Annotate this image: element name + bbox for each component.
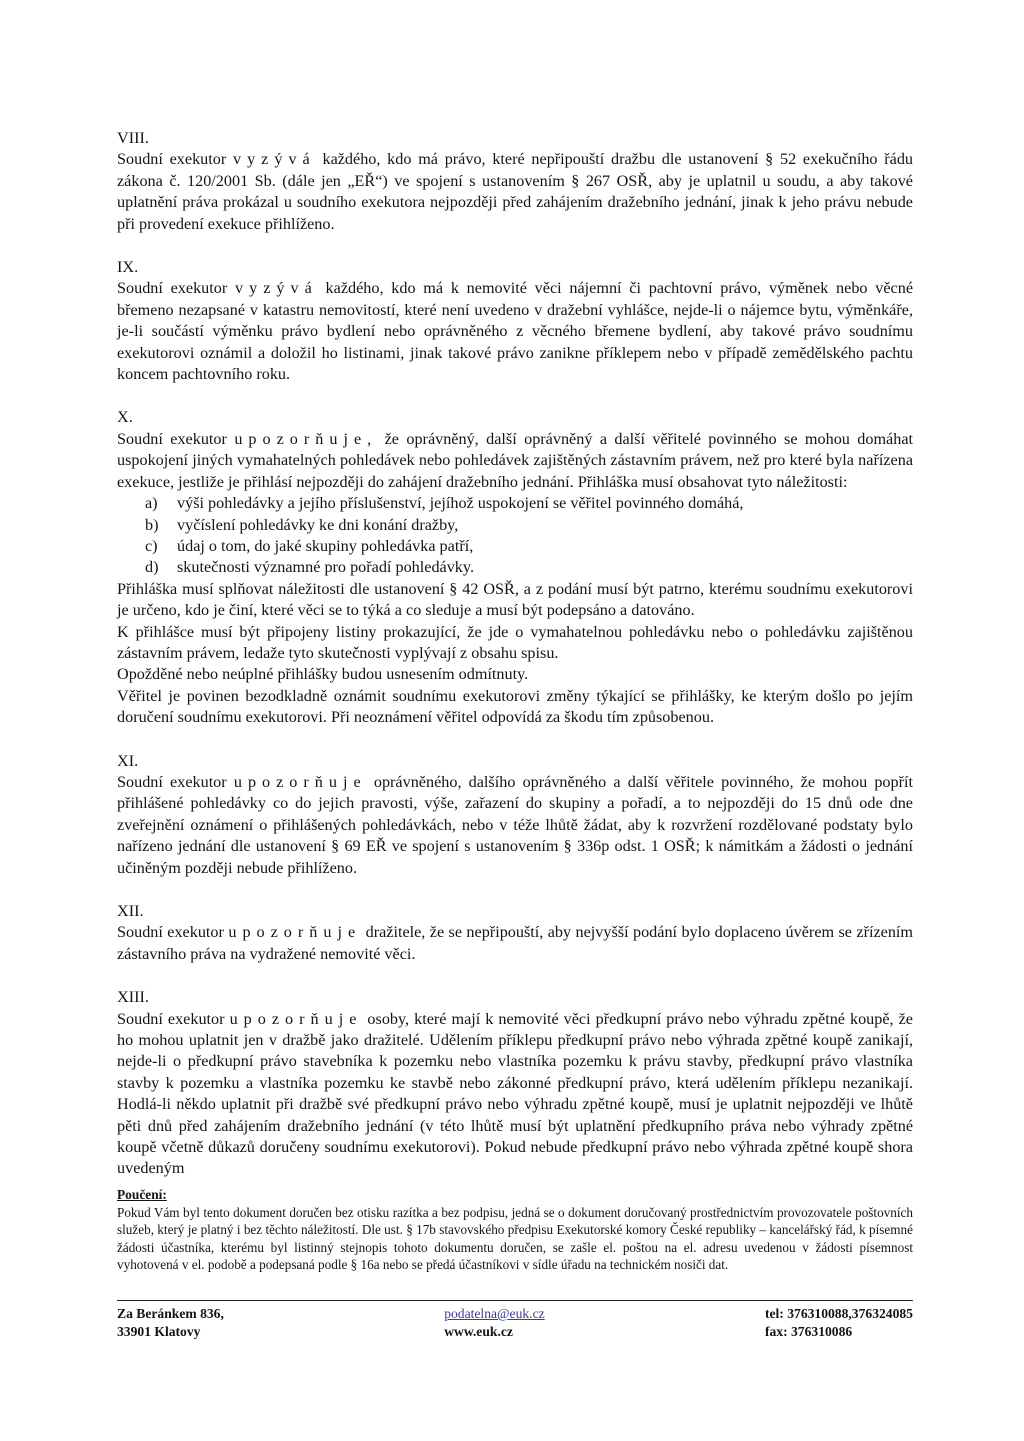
notice-title: Poučení: bbox=[117, 1187, 167, 1202]
section-xi bbox=[117, 751, 913, 879]
address-line: 33901 Klatovy bbox=[117, 1324, 201, 1339]
footer-contacts bbox=[444, 1305, 544, 1341]
list-item: c) údaj o tom, do jaké skupiny pohledávka patří, bbox=[145, 536, 474, 555]
section-viii bbox=[117, 128, 913, 235]
section-number: XI. bbox=[117, 751, 139, 770]
section-paragraph: Soudní exekutor upozorňuje oprávněného, dalšího oprávněného a další věřitele povinného, že mohou popřít přihlášené pohledávky co do jejich pravosti, výše, zařazení do skupiny a pořadí, a to nejpozději do 15 dnů ode dne zveřejnění oznámení o přihlášených pohledávkách, nebo v téže lhůtě žádat, aby k rozvržení rozdělované podstaty bylo nařízeno jednání dle ustanovení § 69 EŘ ve spojení s ustanovením § 336p odst. 1 OSŘ; k námitkám a žádosti o jednání učiněným později nebude přihlíženo. bbox=[117, 772, 914, 877]
section-xii bbox=[117, 901, 913, 965]
page-footer bbox=[117, 1300, 913, 1341]
section-paragraph: K přihlášce musí být připojeny listiny prokazující, že jde o vymahatelnou pohledávku nebo o pohledávku zajištěnou zástavním právem, ledaže tyto skutečnosti vyplývají z obsahu spisu. bbox=[117, 622, 913, 662]
email-link[interactable]: podatelna@euk.cz bbox=[444, 1306, 545, 1321]
section-xiii bbox=[117, 987, 913, 1180]
section-number: XII. bbox=[117, 902, 144, 920]
section-paragraph: Přihláška musí splňovat náležitosti dle ustanovení § 42 OSŘ, a z podání musí být patrno, kterému soudnímu exekutorovi je určeno, kdo je činí, které věci se to týká a co sleduje a musí být podepsáno a datováno. bbox=[117, 579, 913, 620]
footer-address bbox=[117, 1305, 224, 1341]
document-body bbox=[117, 128, 913, 1202]
section-number: VIII. bbox=[117, 129, 149, 147]
section-paragraph: Soudní exekutor upozorňuje, že oprávněný, další oprávněný a další věřitelé povinného se mohou domáhat uspokojení jiných vymahatelných pohledávek nebo pohledávek zajištěných zástavním právem, než pro které byla nařízena exekuce, jestliže je přihlásí nejpozději do zahájení dražebního jednání. Přihláška musí obsahovat tyto náležitosti: bbox=[117, 429, 914, 491]
claim-requirements-list bbox=[117, 493, 913, 579]
address-line: Za Beránkem 836, bbox=[117, 1306, 224, 1321]
section-ix bbox=[117, 257, 913, 385]
notice-text: Pokud Vám byl tento dokument doručen bez otisku razítka a bez podpisu, jedná se o dokument doručovaný prostřednictvím provozovatele poštovních služeb, který je platný i bez těchto náležitostí. Dle ust. § 17b stavovského předpisu Exekutorské komory České republiky – kancelářský řád, k písemné žádosti účastníka, kterému byl listinný stejnopis tohoto dokumentu doručen, se zašle el. poštou na el. adresu uvedenou v žádosti písemnost vyhotovená v el. podobě a podepsaná podle § 16a nebo se předá účastníkovi v sídle úřadu na technickém nosiči dat. bbox=[117, 1204, 913, 1273]
section-paragraph: Věřitel je povinen bezodkladně oznámit soudnímu exekutorovi změny týkající se přihlášky, ke kterým došlo po jejím doručení soudnímu exekutorovi. Při neoznámení věřitel odpovídá za škodu tím způsobenou. bbox=[117, 686, 913, 727]
section-paragraph: Opožděné nebo neúplné přihlášky budou usnesením odmítnuty. bbox=[117, 665, 529, 684]
section-number: X. bbox=[117, 408, 133, 427]
website-text: www.euk.cz bbox=[444, 1324, 513, 1339]
list-item: d) skutečnosti významné pro pořadí pohledávky. bbox=[145, 558, 474, 577]
section-x bbox=[117, 407, 913, 728]
fax-text: fax: 376310086 bbox=[764, 1324, 853, 1339]
list-item: b) vyčíslení pohledávky ke dni konání dražby, bbox=[145, 515, 459, 534]
notice-block bbox=[117, 1186, 913, 1274]
list-item: a) výši pohledávky a jejího příslušenství, jejíhož uspokojení se věřitel povinného domáhá, bbox=[145, 494, 744, 513]
section-number: IX. bbox=[117, 258, 139, 277]
phone-text: tel: 376310088,376324085 bbox=[764, 1306, 913, 1321]
section-paragraph: Soudní exekutor vyzývá každého, kdo má právo, které nepřipouští dražbu dle ustanovení § 52 exekučního řádu zákona č. 120/2001 Sb. (dále jen „EŘ“) ve spojení s ustanovením § 267 OSŘ, aby je uplatnil u soudu, a aby takové uplatnění práva prokázal u soudního exekutora nejpozději před zahájením dražebního jednání, jinak k jeho právu nebude při provedení exekuce přihlíženo. bbox=[117, 150, 914, 233]
section-paragraph: Soudní exekutor vyzývá každého, kdo má k nemovité věci nájemní či pachtovní právo, výměnek nebo věcné břemeno nezapsané v katastru nemovitostí, které není uvedeno v dražební vyhlášce, nejde-li o nájemce bytu, výměnkáře, je-li součástí výměnku právo bydlení nebo oprávněného z věcného břemene bydlení, aby takové právo soudnímu exekutorovi oznámil a doložil ho listinami, jinak takové právo zanikne příklepem nebo v případě zemědělského pachtu koncem pachtovního roku. bbox=[117, 279, 914, 384]
section-paragraph: Soudní exekutor upozorňuje osoby, které mají k nemovité věci předkupní právo nebo výhradu zpětné koupě, že ho mohou uplatnit jen v dražbě jako dražitelé. Udělením příklepu předkupní právo nebo výhrada zpětné koupě zanikají, nejde-li o předkupní právo stavebníka k pozemku nebo vlastníka pozemku k právu stavby, předkupní právo vlastníka stavby k pozemku a vlastníka pozemku ke stavbě nebo zákonné předkupní právo, která udělením příklepu nezanikají. Hodlá-li někdo uplatnit při dražbě své předkupní právo nebo výhradu zpětné koupě, musí je uplatnit nejpozději ve lhůtě pěti dnů před zahájením dražebního jednání (v této lhůtě musí být uplatnění předkupního práva nebo výhrady zpětné koupě včetně důkazů doručeny soudnímu exekutorovi). Pokud nebude předkupní právo nebo výhrada zpětné koupě shora uvedeným bbox=[117, 1009, 913, 1178]
section-number: XIII. bbox=[117, 988, 149, 1007]
section-paragraph: Soudní exekutor upozorňuje dražitele, že se nepřipouští, aby nejvyšší podání bylo doplaceno úvěrem se zřízením zástavního práva na vydražené nemovité věci. bbox=[117, 923, 914, 963]
footer-phones bbox=[765, 1305, 913, 1341]
